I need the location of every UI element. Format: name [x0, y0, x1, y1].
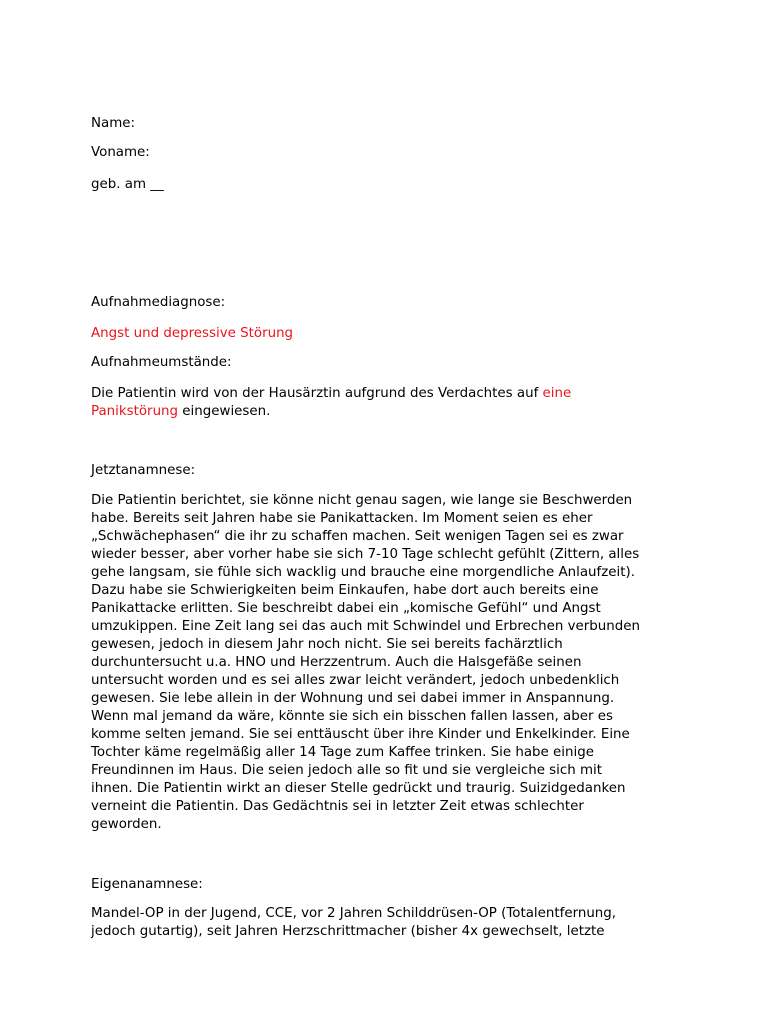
umstaende-line: Die Patientin wird von der Hausärztin aufgrund des Verdachtes auf eine: [91, 386, 572, 401]
name-label: Name:: [91, 116, 136, 131]
diagnose-heading: Aufnahmediagnose:: [91, 295, 226, 310]
birth-date-label: geb. am __: [91, 177, 164, 192]
paragraph-line: „Schwächephasen“ die ihr zu schaffen machen. Seit wenigen Tagen sei es zwar: [91, 529, 624, 544]
umstaende-paragraph: [91, 385, 691, 421]
paragraph-line: durchuntersucht u.a. HNO und Herzzentrum. Auch die Halsgefäße seinen: [91, 655, 582, 670]
paragraph-line: komme selten jemand. Sie sei enttäuscht über ihre Kinder und Enkelkinder. Eine: [91, 727, 630, 742]
paragraph-line: habe. Bereits seit Jahren habe sie Panikattacken. Im Moment seien es eher: [91, 511, 593, 526]
umstaende-line: Panikstörung eingewiesen.: [91, 404, 271, 419]
paragraph-line: Freundinnen im Haus. Die seien jedoch alle so fit und sie vergleiche sich mit: [91, 763, 603, 778]
paragraph-line: Panikattacke erlitten. Sie beschreibt dabei ein „komische Gefühl“ und Angst: [91, 601, 601, 616]
paragraph-line: Wenn mal jemand da wäre, könnte sie sich ein bisschen fallen lassen, aber es: [91, 709, 613, 724]
paragraph-line: Dazu habe sie Schwierigkeiten beim Einkaufen, habe dort auch bereits eine: [91, 583, 599, 598]
umstaende-heading: Aufnahmeumstände:: [91, 355, 232, 370]
highlight-text: eine: [542, 386, 572, 401]
diagnose-value: Angst und depressive Störung: [91, 326, 294, 341]
paragraph-line: verneint die Patientin. Das Gedächtnis sei in letzter Zeit etwas schlechter: [91, 799, 584, 814]
vorname-label: Voname:: [91, 145, 150, 160]
jetztanamnese-paragraph: [91, 492, 691, 834]
paragraph-line: wieder besser, aber vorher habe sie sich 7-10 Tage schlecht gefühlt (Zittern, alles: [91, 547, 640, 562]
highlight-text: Panikstörung: [91, 404, 179, 419]
eigenanamnese-paragraph: [91, 905, 691, 941]
paragraph-line: gewesen. Sie lebe allein in der Wohnung und sei dabei immer in Anspannung.: [91, 691, 615, 706]
paragraph-line: Tochter käme regelmäßig aller 14 Tage zum Kaffee trinken. Sie habe einige: [91, 745, 594, 760]
paragraph-line: jedoch gutartig), seit Jahren Herzschrittmacher (bisher 4x gewechselt, letzte: [91, 924, 605, 939]
paragraph-line: Die Patientin berichtet, sie könne nicht genau sagen, wie lange sie Beschwerden: [91, 493, 633, 508]
paragraph-line: ihnen. Die Patientin wirkt an dieser Stelle gedrückt und traurig. Suizidgedanken: [91, 781, 626, 796]
paragraph-line: gehe langsam, sie fühle sich wacklig und brauche eine morgendliche Anlaufzeit).: [91, 565, 635, 580]
paragraph-line: Mandel-OP in der Jugend, CCE, vor 2 Jahren Schilddrüsen-OP (Totalentfernung,: [91, 906, 617, 921]
jetztanamnese-heading: Jetztanamnese:: [91, 463, 196, 478]
paragraph-line: gewesen, jedoch in diesem Jahr noch nicht. Sie sei bereits fachärztlich: [91, 637, 563, 652]
paragraph-line: untersucht worden und es sei alles zwar leicht verändert, jedoch unbedenklich: [91, 673, 620, 688]
paragraph-line: umzukippen. Eine Zeit lang sei das auch mit Schwindel und Erbrechen verbunden: [91, 619, 640, 634]
paragraph-line: geworden.: [91, 817, 162, 832]
eigenanamnese-heading: Eigenanamnese:: [91, 877, 203, 892]
